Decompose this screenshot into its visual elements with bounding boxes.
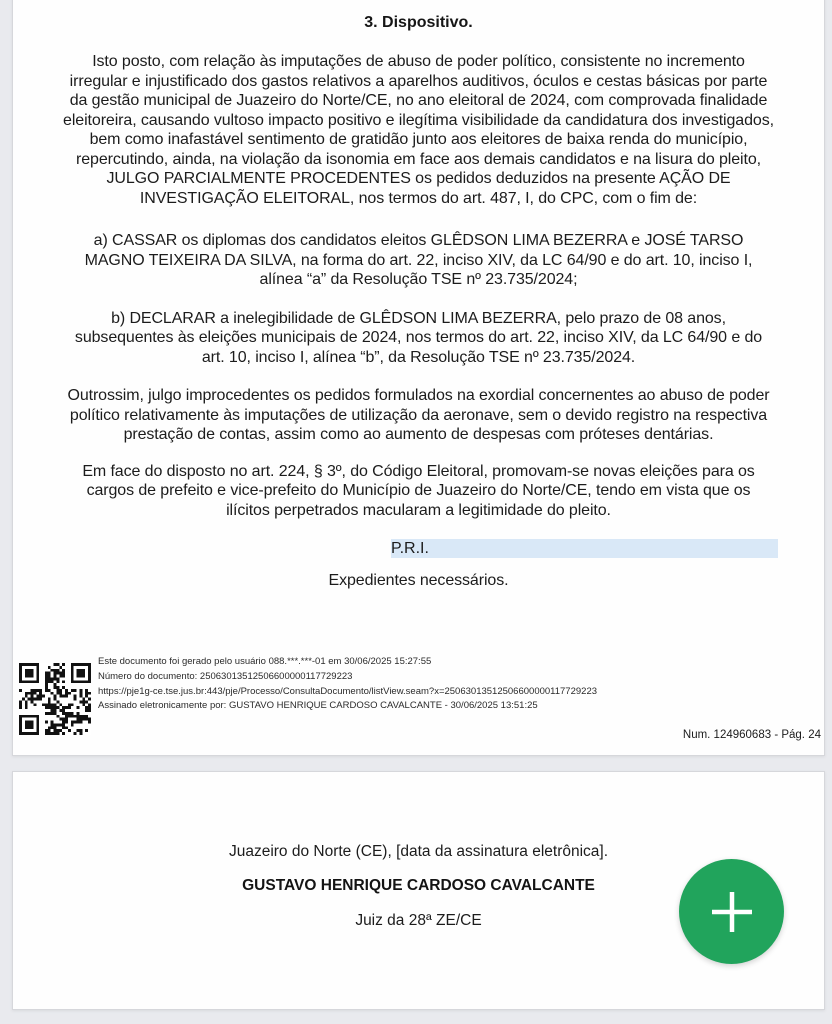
place-date-line: Juazeiro do Norte (CE), [data da assinatura eletrônica]. xyxy=(228,843,609,860)
pri-line xyxy=(63,539,774,558)
paragraph-cassar: a) CASSAR os diplomas dos candidatos eleitos GLÊDSON LIMA BEZERRA e JOSÉ TARSO MAGNO TEIXEIRA DA SILVA, na forma do art. 22, inciso XIV, da LC 64/90 e do art. 10, inciso I, alínea “a” da Resolução TSE nº 23.735/2024; xyxy=(84,232,753,288)
document-number-line: Número do documento: 25063013512506600000117729223 xyxy=(98,670,353,682)
pri-text-highlight xyxy=(391,539,778,558)
verification-url-line: https://pje1g-ce.tse.jus.br:443/pje/Processo/ConsultaDocumento/listView.seam?x=25063013512506600000117729223 xyxy=(98,685,598,697)
qr-code-icon xyxy=(19,663,91,735)
pri-label: P.R.I. xyxy=(391,540,429,557)
signer-name: GUSTAVO HENRIQUE CARDOSO CAVALCANTE xyxy=(242,877,595,894)
closing-line: Expedientes necessários. xyxy=(328,572,509,589)
document-page-1 xyxy=(12,0,825,756)
document-metadata xyxy=(98,655,597,714)
paragraph-em-face: Em face do disposto no art. 224, § 3º, do Código Eleitoral, promovam-se novas eleições para os cargos de prefeito e vice-prefeito do Município de Juazeiro do Norte/CE, tendo em vista que os ilícitos perpetrados macularam a legitimidade do pleito. xyxy=(82,462,755,519)
section-heading: 3. Dispositivo. xyxy=(364,14,473,31)
page-number-label: Num. 124960683 - Pág. 24 xyxy=(682,729,821,741)
signer-role: Juiz da 28ª ZE/CE xyxy=(355,912,482,929)
paragraph-outrossim: Outrossim, julgo improcedentes os pedidos formulados na exordial concernentes ao abuso de poder político relativamente às imputações de utilização da aeronave, sem o devido registro na respectiva prestação de contas, assim como ao aumento de despesas com próteses dentárias. xyxy=(67,387,770,443)
document-footer xyxy=(19,647,821,741)
paragraph-declarar: b) DECLARAR a inelegibilidade de GLÊDSON LIMA BEZERRA, pelo prazo de 08 anos, subsequentes às eleições municipais de 2024, nos termos do art. 22, inciso XIV, da LC 64/90 e do art. 10, inciso I, alínea “b”, da Resolução TSE nº 23.735/2024. xyxy=(74,309,763,366)
signed-by-line: Assinado eletronicamente por: GUSTAVO HENRIQUE CARDOSO CAVALCANTE - 30/06/2025 13:51:25 xyxy=(98,700,538,712)
generated-by-line: Este documento foi gerado pelo usuário 088.***.***-01 em 30/06/2025 15:27:55 xyxy=(98,656,432,667)
add-button[interactable] xyxy=(679,859,784,964)
paragraph-isto-posto: Isto posto, com relação às imputações de abuso de poder político, consistente no incremento irregular e injustificado dos gastos relativos a aparelhos auditivos, óculos e cestas básicas por parte da gestão municipal de Juazeiro do Norte/CE, no ano eleitoral de 2024, com comprovada finalidade eleitoreira, causando vultoso impacto positivo e ilegítima visibilidade da candidatura dos investigados, bem como inafastável sentimento de gratidão junto aos eleitores de baixa renda do município, repercutindo, ainda, na violação da isonomia em face aos demais candidatos e na lisura do pleito, JULGO PARCIALMENTE PROCEDENTES os pedidos deduzidos na presente AÇÃO DE INVESTIGAÇÃO ELEITORAL, nos termos do art. 487, I, do CPC, com o fim de: xyxy=(63,53,774,207)
plus-icon xyxy=(701,881,763,943)
